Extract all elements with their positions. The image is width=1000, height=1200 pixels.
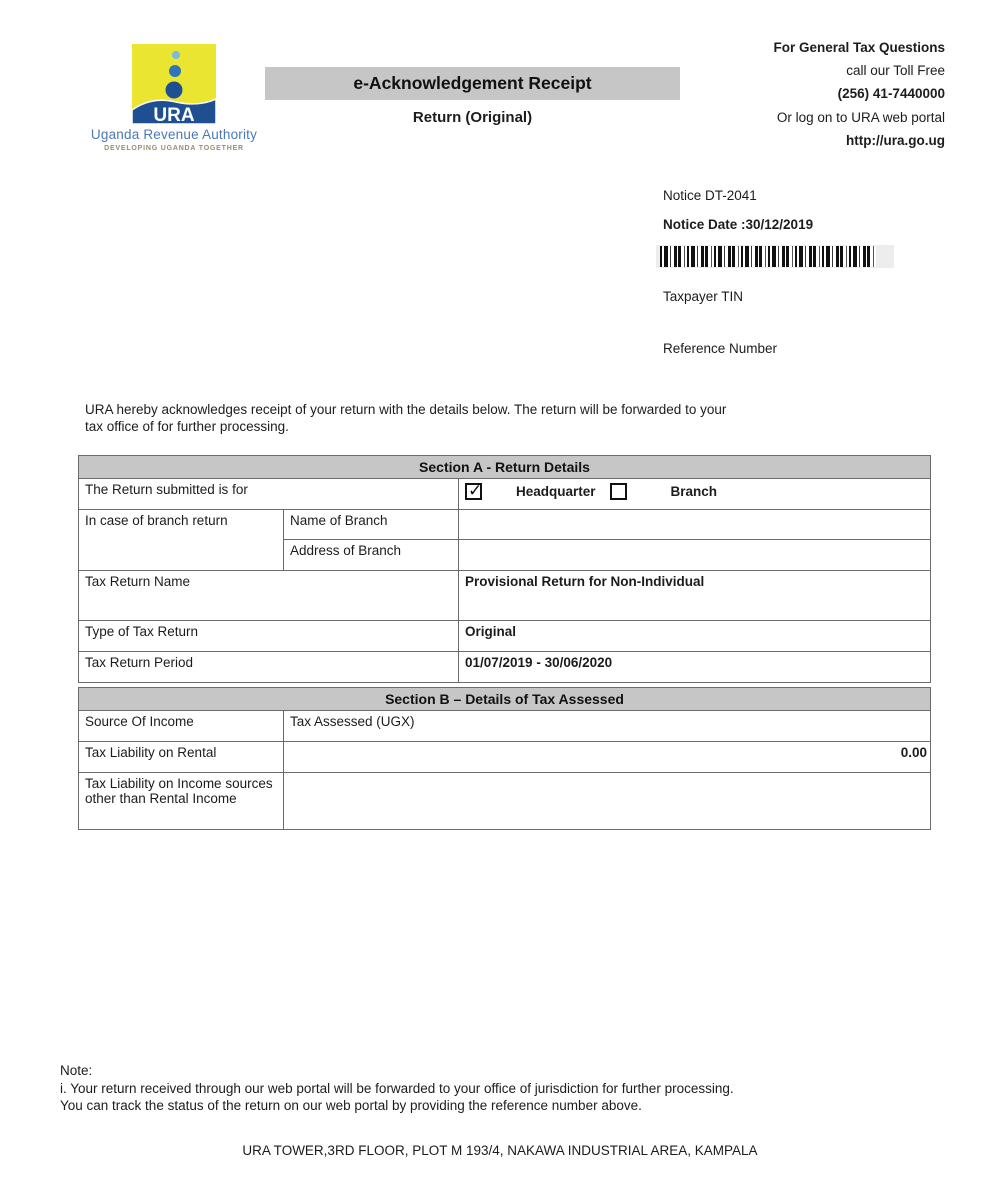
tax-return-period-value: 01/07/2019 - 30/06/2020 bbox=[459, 652, 931, 683]
table-row bbox=[79, 773, 931, 830]
contact-phone: (256) 41-7440000 bbox=[837, 86, 945, 102]
tax-liability-rental-label: Tax Liability on Rental bbox=[79, 742, 284, 773]
ura-logo-icon bbox=[132, 44, 216, 124]
reference-number-label: Reference Number bbox=[663, 341, 778, 356]
org-name: Uganda Revenue Authority bbox=[90, 127, 258, 142]
contact-block bbox=[525, 40, 945, 156]
acknowledgement-line-2: tax office of for further processing. bbox=[85, 419, 289, 434]
note-line-2: You can track the status of the return on our web portal by providing the reference number above. bbox=[60, 1098, 642, 1113]
note-block bbox=[60, 1062, 960, 1115]
return-submitted-label: The Return submitted is for bbox=[79, 479, 459, 510]
tax-return-name-value: Provisional Return for Non-Individual bbox=[459, 571, 931, 621]
barcode-bars-icon bbox=[660, 246, 876, 267]
table-row bbox=[79, 742, 931, 773]
footer-address: URA TOWER,3RD FLOOR, PLOT M 193/4, NAKAWA INDUSTRIAL AREA, KAMPALA bbox=[242, 1143, 758, 1158]
acknowledgement-paragraph bbox=[85, 401, 955, 435]
name-of-branch-label: Name of Branch bbox=[284, 510, 459, 540]
note-line-1: i. Your return received through our web portal will be forwarded to your office of jurisdiction for further processing. bbox=[60, 1080, 734, 1096]
contact-tollfree-label: call our Toll Free bbox=[846, 63, 945, 79]
headquarter-label: Headquarter bbox=[516, 484, 596, 499]
acknowledgement-line-1: URA hereby acknowledges receipt of your return with the details below. The return will be forwarded to your bbox=[85, 402, 727, 417]
branch-checkbox[interactable] bbox=[610, 483, 627, 500]
section-a-title: Section A - Return Details bbox=[79, 456, 931, 479]
contact-url: http://ura.go.ug bbox=[846, 132, 945, 148]
ura-logo bbox=[86, 44, 262, 152]
page-title: e-Acknowledgement Receipt bbox=[265, 67, 680, 100]
name-of-branch-value bbox=[459, 510, 931, 540]
tax-assessed-header: Tax Assessed (UGX) bbox=[284, 711, 931, 742]
return-submitted-value bbox=[459, 479, 931, 510]
notice-number: Notice DT-2041 bbox=[663, 188, 757, 203]
branch-return-label: In case of branch return bbox=[79, 510, 284, 571]
tax-liability-rental-value: 0.00 bbox=[284, 742, 931, 773]
notice-date: Notice Date :30/12/2019 bbox=[663, 217, 814, 232]
barcode bbox=[656, 245, 894, 268]
taxpayer-tin-label: Taxpayer TIN bbox=[663, 289, 744, 304]
address-of-branch-value bbox=[459, 540, 931, 571]
contact-heading: For General Tax Questions bbox=[773, 40, 945, 55]
address-of-branch-label: Address of Branch bbox=[284, 540, 459, 571]
tax-liability-other-label: Tax Liability on Income sources other than Rental Income bbox=[79, 773, 284, 830]
branch-label: Branch bbox=[670, 484, 718, 499]
type-of-tax-return-label: Type of Tax Return bbox=[79, 621, 459, 652]
section-b-table bbox=[78, 687, 931, 830]
tax-liability-other-value bbox=[284, 773, 931, 830]
headquarter-checkbox[interactable] bbox=[465, 483, 482, 500]
section-a-table bbox=[78, 455, 931, 683]
tax-return-period-label: Tax Return Period bbox=[79, 652, 459, 683]
logo-ura-text: URA bbox=[153, 105, 195, 124]
contact-portal-label: Or log on to URA web portal bbox=[776, 109, 945, 125]
note-label: Note: bbox=[60, 1063, 93, 1078]
tax-return-name-label: Tax Return Name bbox=[79, 571, 459, 621]
section-b-title: Section B – Details of Tax Assessed bbox=[79, 688, 931, 711]
page-subtitle: Return (Original) bbox=[412, 109, 533, 126]
source-of-income-header: Source Of Income bbox=[79, 711, 284, 742]
type-of-tax-return-value: Original bbox=[459, 621, 931, 652]
org-tagline: DEVELOPING UGANDA TOGETHER bbox=[104, 145, 244, 152]
checkmark-icon: ✓ bbox=[468, 481, 483, 501]
